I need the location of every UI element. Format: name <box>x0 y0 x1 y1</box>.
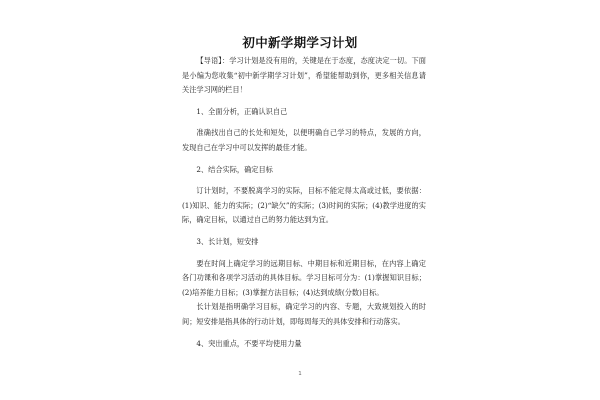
section-3-body-continued: 长计划是指明确学习目标，确定学习的内容、专题，大致规划投入的时间；短安排是指具体的行动计划，即每周每天的具体安排和行动落实。 <box>182 302 426 326</box>
intro-paragraph: 【导语】：学习计划是没有用的，关键是在于态度，态度决定一切。下面是小编为您收集“初中新学期学习计划”，希望能帮助到你，更多相关信息请关注学习网的栏目！ <box>182 56 426 95</box>
section-2-body: 订计划时，不要脱离学习的实际，目标不能定得太高或过低，要依据：(1)知识、能力的实际；(2)“缺欠”的实际；(3)时间的实际；(4)教学进度的实际，确定目标，以通过自己的努力能达到为宜。 <box>182 186 426 225</box>
document-body <box>182 54 426 358</box>
section-4-heading: 4、突出重点，不要平均使用力量 <box>196 338 302 348</box>
page-number: 1 <box>298 371 302 377</box>
page-title: 初中新学期学习计划 <box>242 35 358 50</box>
section-1-body: 准确找出自己的长处和短处，以便明确自己学习的特点，发展的方向，发现自己在学习中可以发挥的最佳才能。 <box>182 128 426 152</box>
section-3-body: 要在时间上确定学习的远期目标、中期目标和近期目标，在内容上确定各门功课和各项学习活动的具体目标。学习目标可分为：(1)掌握知识目标；(2)培养能力目标；(3)掌握方法目标；(4)达到成绩(分数)目标。 <box>182 258 426 297</box>
section-1-heading: 1、全面分析，正确认识自己 <box>196 106 288 116</box>
section-2-heading: 2、结合实际，确定目标 <box>196 164 273 174</box>
section-3-heading: 3、长计划，短安排 <box>196 236 259 246</box>
